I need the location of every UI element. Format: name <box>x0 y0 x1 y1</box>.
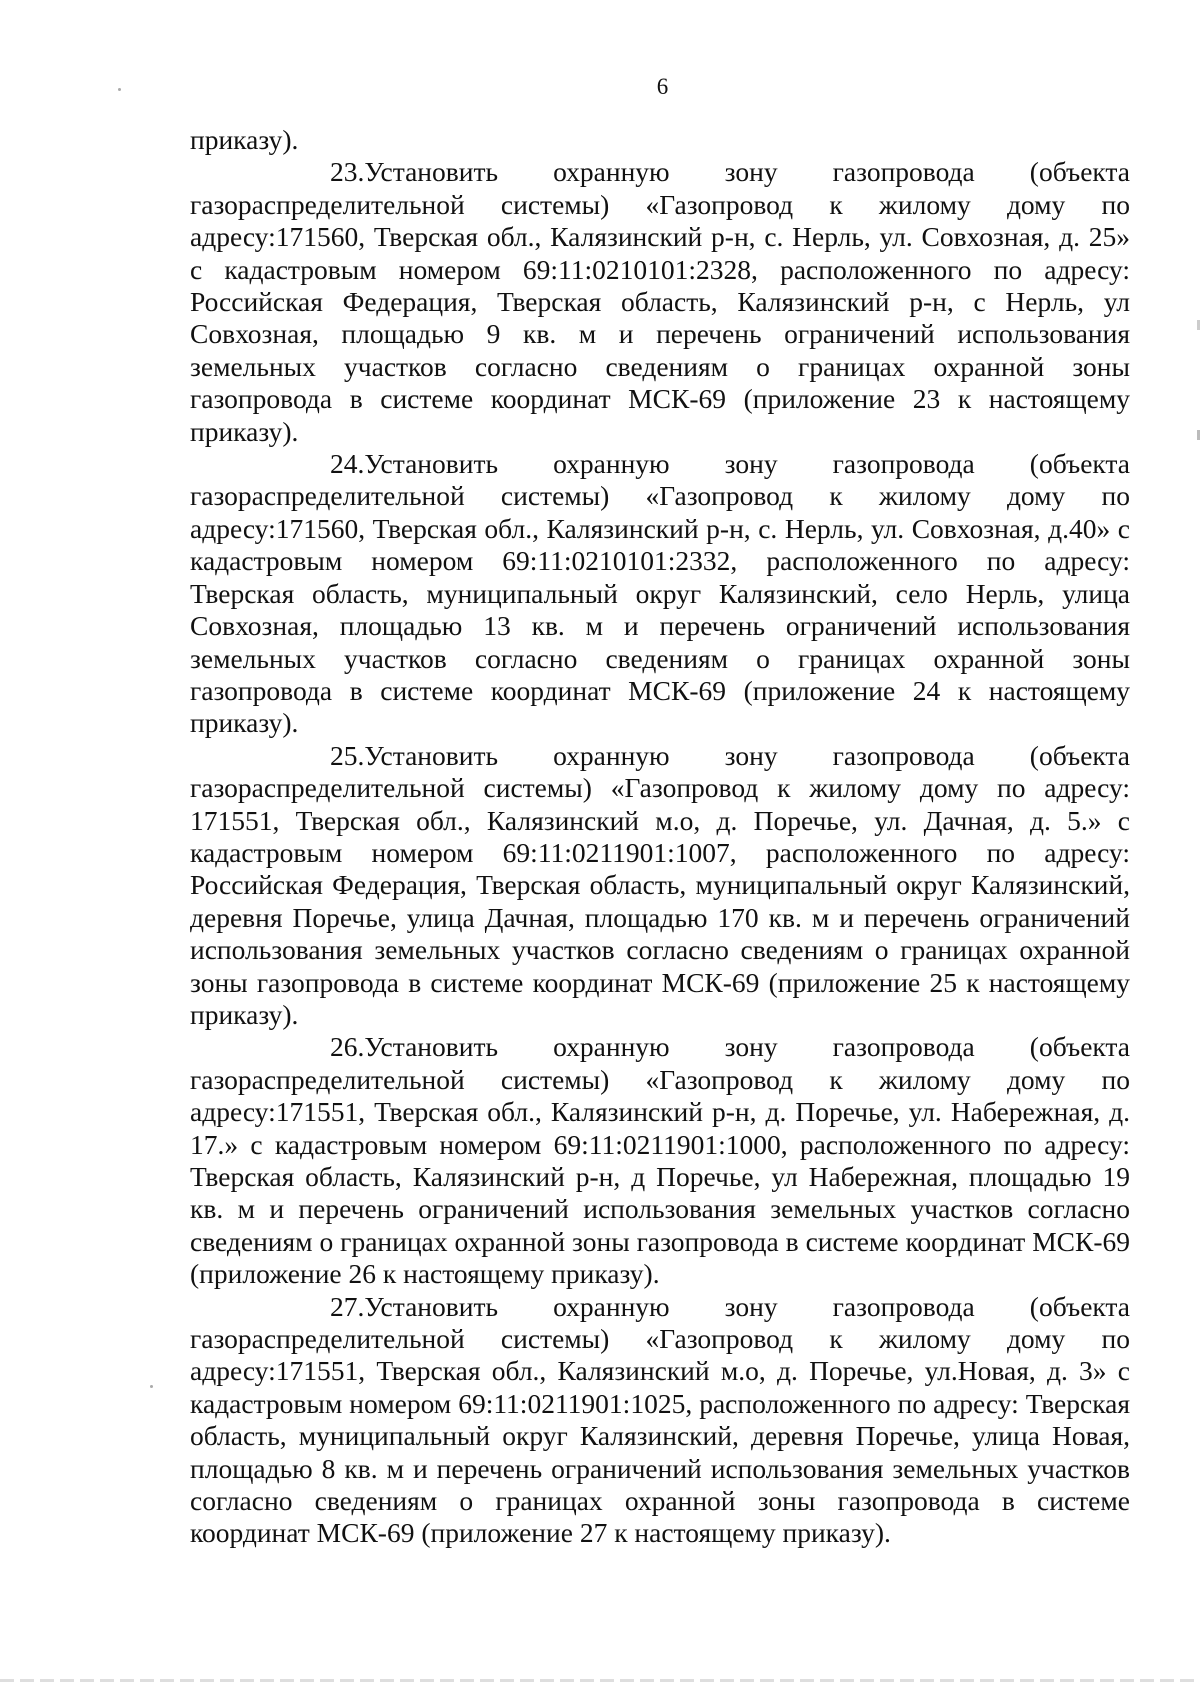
item-number: 25. <box>330 739 365 771</box>
scan-speck <box>118 88 121 91</box>
order-item-25 <box>190 740 1130 1032</box>
order-item-26 <box>190 1031 1130 1290</box>
item-number: 24. <box>330 448 365 480</box>
item-text: Установить охранную зону газопровода (объекта газораспределительной системы) «Газопровод к жилому дому по адресу:171560, Тверская обл., Калязинский р-н, с. Нерль, ул. Совхозная, д. 25» с кадастровым номером 69:11:0210101:2328, расположенного по адресу: Российская Федерация, Тверская область, Калязинский р-н, с Нерль, ул Совхозная, площадью 9 кв. м и перечень ограничений использования земельных участков согласно сведениям о границах охранной зоны газопровода в системе координат МСК-69 (приложение 23 к настоящему приказу). <box>190 156 1130 447</box>
item-text: Установить охранную зону газопровода (объекта газораспределительной системы) «Газопровод к жилому дому по адресу: 171551, Тверская обл., Калязинский м.о, д. Поречье, ул. Дачная, д. 5.» с кадастровым номером 69:11:0211901:1007, расположенного по адресу: Российская Федерация, Тверская область, муниципальный округ Калязинский, деревня Поречье, улица Дачная, площадью 170 кв. м и перечень ограничений использования земельных участков согласно сведениям о границах охранной зоны газопровода в системе координат МСК-69 (приложение 25 к настоящему приказу). <box>190 739 1130 1030</box>
item-number: 23. <box>330 156 365 188</box>
item-number: 27. <box>330 1290 365 1322</box>
item-text: Установить охранную зону газопровода (объекта газораспределительной системы) «Газопровод к жилому дому по адресу:171551, Тверская обл., Калязинский м.о, д. Поречье, ул.Новая, д. 3» с кадастровым номером 69:11:0211901:1025, расположенного по адресу: Тверская область, муниципальный округ Калязинский, деревня Поречье, улица Новая, площадью 8 кв. м и перечень ограничений использования земельных участков согласно сведениям о границах охранной зоны газопровода в системе координат МСК-69 (приложение 27 к настоящему приказу). <box>190 1290 1130 1549</box>
scan-speck <box>150 1385 153 1388</box>
item-text: Установить охранную зону газопровода (объекта газораспределительной системы) «Газопровод к жилому дому по адресу:171560, Тверская обл., Калязинский р-н, с. Нерль, ул. Совхозная, д.40» с кадастровым номером 69:11:0210101:2332, расположенного по адресу: Тверская область, муниципальный округ Калязинский, село Нерль, улица Совхозная, площадью 13 кв. м и перечень ограничений использования земельных участков согласно сведениям о границах охранной зоны газопровода в системе координат МСК-69 (приложение 24 к настоящему приказу). <box>190 448 1130 739</box>
order-item-27 <box>190 1291 1130 1550</box>
document-body <box>190 124 1130 1550</box>
page-number: 6 <box>656 74 669 99</box>
item-text: Установить охранную зону газопровода (объекта газораспределительной системы) «Газопровод к жилому дому по адресу:171551, Тверская обл., Калязинский р-н, д. Поречье, ул. Набережная, д. 17.» с кадастровым номером 69:11:0211901:1000, расположенного по адресу: Тверская область, Калязинский р-н, д Поречье, ул Набережная, площадью 19 кв. м и перечень ограничений использования земельных участков согласно сведениям о границах охранной зоны газопровода в системе координат МСК-69 (приложение 26 к настоящему приказу). <box>190 1031 1130 1290</box>
order-item-24 <box>190 448 1130 740</box>
scan-bottom-artifact <box>0 1679 1200 1682</box>
lead-line: приказу). <box>190 124 299 155</box>
item-number: 26. <box>330 1031 365 1063</box>
order-item-23 <box>190 156 1130 448</box>
